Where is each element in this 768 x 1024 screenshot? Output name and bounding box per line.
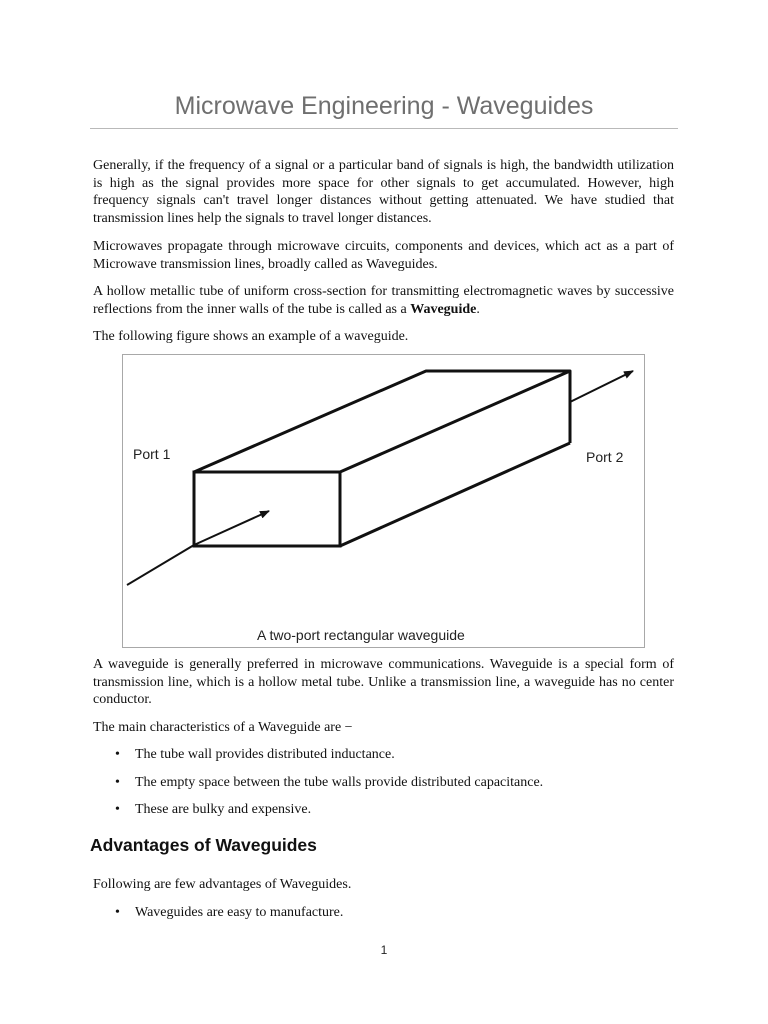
intro-paragraph-2: Microwaves propagate through microwave circuits, components and devices, which act as a part of Microwave transmission lines, broadly called as Waveguides.: [93, 239, 674, 272]
port1-label: Port 1: [133, 446, 171, 462]
definition-text: A hollow metallic tube of uniform cross-section for transmitting electromagnetic waves by successive reflections from the inner walls of the tube is called as a: [93, 284, 674, 317]
advantages-intro: Following are few advantages of Waveguides.: [93, 877, 352, 892]
characteristics-intro: The main characteristics of a Waveguide are −: [93, 720, 353, 735]
definition-term: Waveguide: [410, 301, 477, 317]
output-wave-arrow: [570, 371, 633, 402]
characteristics-list: [93, 746, 674, 829]
page-number: 1: [380, 943, 388, 957]
page-title: Microwave Engineering - Waveguides: [174, 92, 594, 120]
port2-label: Port 2: [586, 449, 624, 465]
list-item: • Waveguides are easy to manufacture.: [93, 904, 674, 922]
intro-paragraph-1: Generally, if the frequency of a signal or a particular band of signals is high, the bandwidth utilization is high as the signal provides more space for other signals to get accumulated. However, high frequency signals can't travel longer distances without getting attenuated. We have studied that transmission lines help the signals to travel longer distances.: [93, 158, 674, 226]
list-item: • These are bulky and expensive.: [93, 801, 674, 819]
figure-caption: A two-port rectangular waveguide: [257, 627, 465, 643]
list-item: • The empty space between the tube walls provide distributed capacitance.: [93, 774, 674, 792]
input-wave-line: [127, 545, 194, 585]
waveguide-diagram: [123, 355, 646, 649]
after-figure-paragraph: A waveguide is generally preferred in microwave communications. Waveguide is a special form of transmission line, which is a hollow metal tube. Unlike a transmission line, a waveguide has no center conductor.: [93, 657, 674, 708]
waveguide-figure: [122, 354, 645, 648]
list-item: • The tube wall provides distributed inductance.: [93, 746, 674, 764]
definition-paragraph: [93, 283, 674, 318]
advantages-list: [93, 904, 674, 932]
definition-suffix: .: [476, 301, 480, 317]
advantages-heading: Advantages of Waveguides: [90, 835, 317, 855]
title-divider: [90, 128, 678, 129]
waveguide-top-face: [194, 371, 570, 472]
figure-intro: The following figure shows an example of a waveguide.: [93, 329, 409, 344]
input-wave-arrow: [194, 511, 269, 545]
